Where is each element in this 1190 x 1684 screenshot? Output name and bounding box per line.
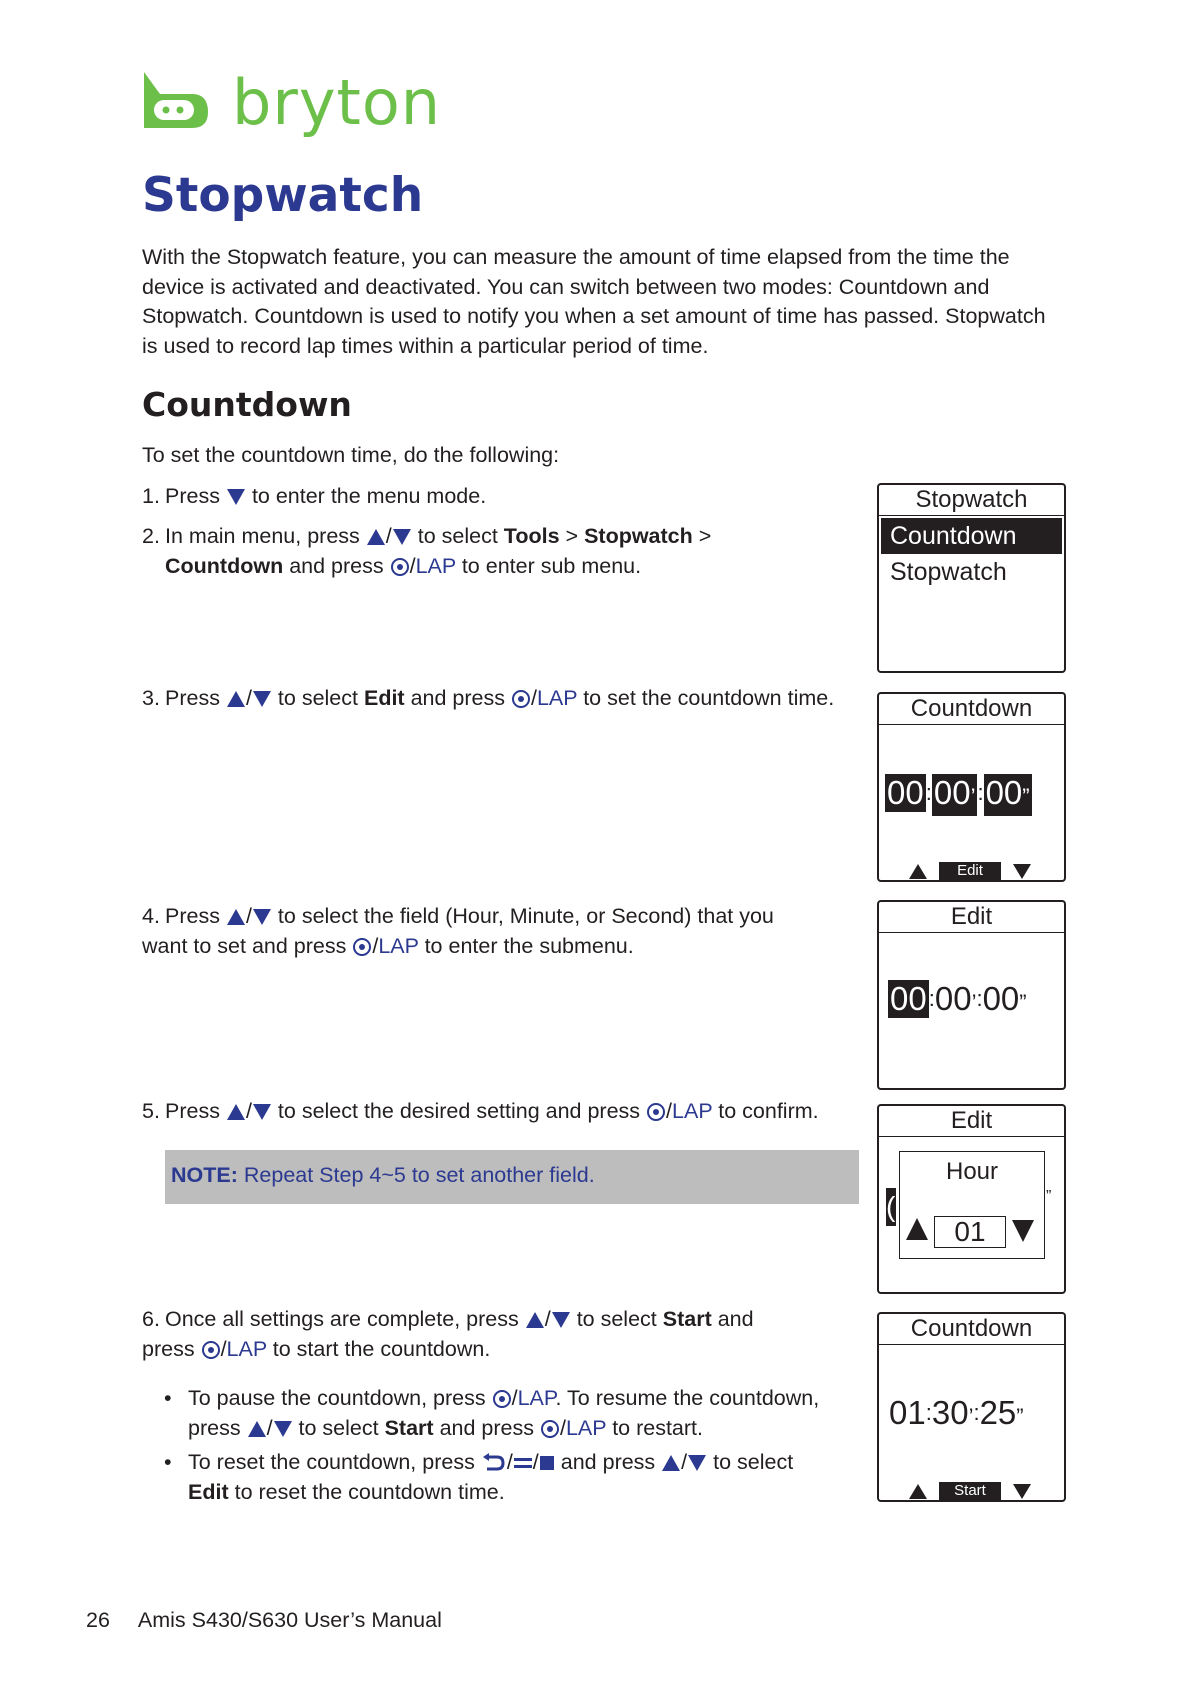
bullet-text: To pause the countdown, press [188,1386,486,1410]
start-softkey[interactable]: Start [939,1482,1001,1500]
step-text: In main menu, press [165,524,360,548]
bullet-reset: • To reset the countdown, press / / and press / to select Edit to reset the countdown time. [164,1450,794,1504]
minute-field[interactable]: 00 [934,980,972,1017]
time-display [888,980,1027,1022]
bullet-text: to reset the countdown time. [234,1479,505,1504]
step-text: Press [165,904,220,928]
tools-term: Tools [503,524,560,548]
device-screen-menu [877,483,1066,673]
time-display [889,1394,1024,1436]
lap-label: LAP [565,1415,607,1440]
down-arrow-icon [688,1455,706,1471]
step-6: 6. Once all settings are complete, press / to select Start and press /LAP to start the countdown. [142,1307,754,1361]
up-arrow-icon [662,1455,680,1471]
step-number: 5. [142,1099,160,1123]
page-title: Stopwatch [142,168,424,223]
page-footer [86,1608,442,1633]
step-text: to select [277,686,358,710]
picker-label: Hour [945,1158,999,1185]
separator: : [925,780,932,805]
minute-field: 30 [931,1394,969,1431]
step-text: to select the field (Hour, Minute, or Second) that you want to set and press [142,904,774,958]
up-arrow-icon [227,1104,245,1120]
minute-mark: ’ [968,1404,974,1429]
step-number: 6. [142,1307,160,1331]
lap-label: LAP [378,933,419,958]
step-5: 5. Press / to select the desired setting and press /LAP to confirm. [142,1097,872,1127]
step-text: Press [165,1099,220,1123]
separator: > [565,524,579,548]
bullet-dot: • [164,1386,172,1410]
edit-term: Edit [363,686,405,710]
step-text: Press [165,686,220,710]
select-button-icon [493,1390,511,1408]
hour-field: 01 [889,1394,926,1431]
step-text: to select the desired setting and press [277,1099,641,1123]
hidden-field-edge: ( [886,1188,896,1226]
hour-value[interactable]: 01 [934,1216,1006,1248]
second-mark: ” [1019,990,1027,1015]
step-number: 4. [142,904,160,928]
select-button-icon [353,938,371,956]
second-mark: ” [1016,1404,1024,1429]
up-arrow-icon[interactable] [906,1218,928,1240]
menu-item-countdown: Countdown [881,518,1062,554]
step-text: and press [410,686,505,710]
up-arrow-icon [909,1484,927,1499]
separator: : [973,1400,980,1425]
hour-field: 00 [887,774,924,811]
start-term: Start [384,1415,434,1440]
select-button-icon [647,1103,665,1121]
down-arrow-icon [227,489,245,505]
minute-field: 00 [933,774,971,811]
bryton-logo-icon [142,72,222,142]
down-arrow-icon [253,691,271,707]
bullet-pause: • To pause the countdown, press /LAP. To resume the countdown, press / to select Start and press /LAP to restart. [164,1386,820,1440]
edit-term: Edit [188,1479,229,1504]
select-button-icon [512,690,530,708]
up-arrow-icon [526,1312,544,1328]
screen-title: Edit [879,902,1064,933]
separator: : [976,986,983,1011]
menu-item-stopwatch: Stopwatch [890,558,1007,586]
screen-title: Edit [879,1106,1064,1137]
step-1 [142,482,842,512]
note-text [171,1163,595,1188]
step-text: to start the countdown. [272,1336,491,1361]
screen-title: Countdown [879,1314,1064,1345]
bryton-wordmark: bryton [232,66,442,139]
up-arrow-icon [227,909,245,925]
lap-label: LAP [672,1099,713,1123]
down-arrow-icon [253,1104,271,1120]
bullet-text: To reset the countdown, press [188,1450,475,1474]
step-text: and press [142,1307,754,1361]
note-body: Repeat Step 4~5 to set another field. [243,1163,595,1187]
select-button-icon [391,558,409,576]
down-arrow-icon[interactable] [1012,1220,1034,1242]
hour-picker-dialog [899,1151,1045,1259]
page-number: 26 [86,1608,110,1632]
countdown-term: Countdown [165,553,284,578]
bullet-text: to restart. [612,1415,703,1440]
separator: : [928,986,935,1011]
select-button-icon [202,1341,220,1359]
up-arrow-icon [227,691,245,707]
lap-label: LAP [536,686,578,710]
down-arrow-icon [253,909,271,925]
softkey-bar [909,862,1039,880]
up-arrow-icon [909,864,927,879]
screen-title: Countdown [879,694,1064,725]
bullet-text: and press [560,1450,656,1474]
screen-title: Stopwatch [879,485,1064,516]
step-number: 2. [142,524,160,548]
note-label: NOTE: [171,1163,238,1187]
menu-icon [513,1455,533,1471]
section-title: Countdown [142,385,352,424]
bullet-text: and press [439,1415,534,1440]
step-text: to select [417,524,498,548]
separator: : [925,1400,932,1425]
stop-icon [539,1455,555,1471]
time-display [885,774,1032,816]
softkey-bar [909,1482,1039,1500]
device-screen-edit [877,900,1066,1090]
second-field: 00 [985,774,1023,811]
back-icon [481,1453,507,1473]
bullet-text: to select [713,1450,794,1474]
intro-paragraph: With the Stopwatch feature, you can measure the amount of time elapsed from the time the device is activated and deactivated. You can switch between two modes: Countdown and Stopwatch. Countdown is used to notify you when a set amount of time has passed. Stopwatch is used to record lap times within a particular period of time. [142,245,1046,358]
down-arrow-icon [1013,1484,1031,1499]
edit-softkey[interactable]: Edit [939,862,1001,880]
separator: : [977,780,984,805]
second-field[interactable]: 00 [982,980,1020,1017]
step-2: 2. In main menu, press / to select Tools > Stopwatch > Countdown and press /LAP to enter sub menu. [142,524,712,578]
device-screen-hour [877,1104,1066,1294]
step-number: 1. [142,484,160,508]
lap-label: LAP [226,1336,267,1361]
second-mark: ” [1022,784,1030,809]
bullet-text: to select [298,1415,379,1440]
step-3: 3. Press / to select Edit and press /LAP to set the countdown time. [142,684,847,714]
step-text: to enter sub menu. [461,553,642,578]
bullet-dot: • [164,1450,172,1474]
step-text: to enter the submenu. [424,933,634,958]
down-arrow-icon [393,529,411,545]
stopwatch-term: Stopwatch [584,524,693,548]
note-box [165,1150,859,1204]
step-4: 4. Press / to select the field (Hour, Minute, or Second) that you want to set and press /LAP to enter the submenu. [142,904,774,958]
down-arrow-icon [1013,864,1031,879]
start-term: Start [662,1307,712,1331]
minute-mark: ’ [970,784,976,809]
lap-label: LAP [415,553,456,578]
step-text: to confirm. [718,1099,819,1123]
manual-title: Amis S430/S630 User’s Manual [137,1608,442,1632]
step-text: to select [576,1307,657,1331]
up-arrow-icon [367,529,385,545]
up-arrow-icon [248,1421,266,1437]
bryton-logo [142,66,442,142]
lap-label: LAP [517,1386,556,1410]
step-text: Press [165,484,220,508]
separator: > [698,524,712,548]
step-number: 3. [142,686,160,710]
second-mark: ” [1046,1188,1052,1205]
second-field: 25 [979,1394,1017,1431]
down-arrow-icon [552,1312,570,1328]
device-screen-countdown [877,692,1066,882]
lead-text: To set the countdown time, do the following: [142,443,560,467]
step-text: and press [289,553,384,578]
device-screen-running [877,1312,1066,1502]
step-text: to set the countdown time. [583,686,835,710]
down-arrow-icon [274,1421,292,1437]
hour-field[interactable]: 00 [890,980,927,1017]
step-text: Once all settings are complete, press [165,1307,519,1331]
bullet-text: . To resume the countdown, press [188,1386,820,1440]
minute-mark: ’ [971,990,977,1015]
step-text: to enter the menu mode. [251,484,487,508]
select-button-icon [541,1420,559,1438]
